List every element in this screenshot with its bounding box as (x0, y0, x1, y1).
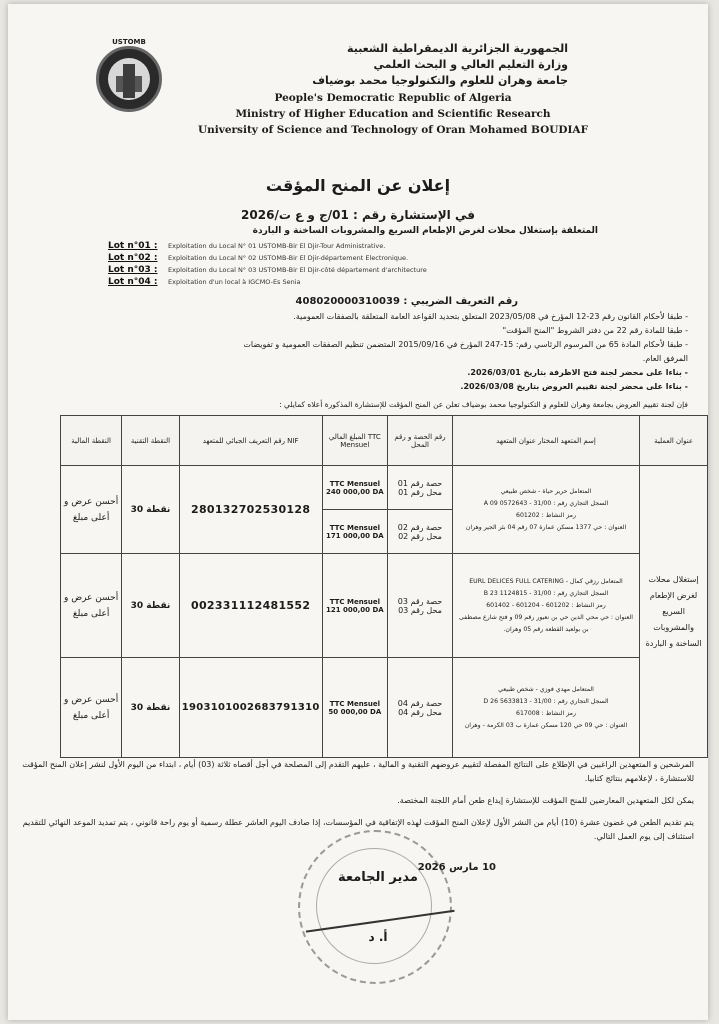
lot-item (108, 252, 427, 264)
fin-criterion: أحسن عرض و أعلى مبلغ (61, 466, 122, 554)
amount-label: TTC Mensuel (329, 699, 380, 708)
table-row (61, 466, 708, 510)
company-line: العنوان : حي محي الدين حي بن نعيور رقم 09 و فتح شارع مصطفى بن بولعيد القطعة رقم 05 وهران. (459, 613, 634, 633)
footer-paragraph: المرشحين و المتعهدين الراغبين في الإطلاع على النتائج المفصلة لتقييم عروضهم التقنية و المالية ، عليهم التقدم إلى المصلحة في أجل أقصاه ثلاثة (03) أيام ، ابتداء من اليوم الأول لنشر إعلان المنح المؤقت للاستشارة ، لإعلامهم بنتائج كتابيا. (22, 760, 694, 783)
table-header-row (61, 416, 708, 466)
tech-score: 30 نقطة (122, 554, 179, 658)
col-amount: المبلغ المالي TTC Mensuel (322, 416, 388, 466)
company-line: المتعامل رزقي كمال - EURL DELICES FULL CATERING (469, 577, 623, 585)
subject-line: المتعلقة بإستغلال محلات لغرض الإطعام السريع والمشروبات الساخنة و الباردة (252, 226, 598, 236)
amount-value: 50 000,00 DA (328, 707, 382, 716)
document-page (8, 4, 708, 1020)
company-cell (452, 554, 639, 658)
nif-value: 1903101002683791310 (179, 658, 322, 758)
amount-cell (322, 510, 388, 554)
header-en-line-2: Ministry of Higher Education and Scientific Research (235, 108, 551, 120)
amount-value: 240 000,00 DA (325, 487, 384, 496)
lot-cell: حصة رقم 03 محل رقم 03 (388, 554, 453, 658)
lot-description: Exploitation du Local N° 03 USTOMB-Bir El Djir-côté département d'architecture (168, 266, 427, 274)
signature-date: 10 مارس 2026 (417, 862, 496, 873)
bullet-item: - طبقا لأحكام القانون رقم 23-12 المؤرخ في 2023/05/08 المتعلق بتحديد القواعد العامة المتعلقة بالصفقات العمومية. (293, 312, 688, 321)
lot-description: Exploitation du Local N° 02 USTOMB-Bir El Djir-département Electronique. (168, 254, 409, 262)
signature-title: مدير الجامعة (338, 870, 418, 885)
tech-score: 30 نقطة (122, 466, 179, 554)
lot-cell: حصة رقم 01 محل رقم 01 (388, 466, 453, 510)
amount-label: TTC Mensuel (329, 523, 380, 532)
page-title: إعلان عن المنح المؤقت (265, 176, 451, 195)
footer-paragraph: يتم تقديم الطعن في غضون عشرة (10) أيام من النشر الأول لإعلان المنح المؤقت لهذه الإتفاقية في المؤسسات، إذا صادف اليوم العاشر عطلة رسمية أو يوم راحة قانوني ، يتم تمديد الموعد النهائي للتقديم استئناف إلى يوم العمل التالي. (22, 818, 694, 841)
amount-value: 171 000,00 DA (325, 531, 384, 540)
col-company: إسم المتعهد المختار عنوان المتعهد (452, 416, 639, 466)
company-line: السجل التجاري رقم : 31/00 - 5633813 D 26 (483, 697, 609, 705)
lot-item (108, 240, 427, 252)
footer-paragraph: يمكن لكل المتعهدين المعارضين للمنح المؤقت للإستشارة إيداع طعن أمام اللجنة المختصة. (397, 796, 694, 805)
amount-label: TTC Mensuel (329, 479, 380, 488)
lot-item (108, 264, 427, 276)
company-line: رمز النشاط : 617008 (516, 709, 576, 717)
col-nif: رقم التعريف الجبائي للمتعهد NIF (179, 416, 322, 466)
lots-list (108, 240, 427, 288)
header-en-line-3: University of Science and Technology of Oran Mohamed BOUDIAF (197, 124, 589, 136)
company-line: العنوان : حي 1377 مسكن عمارة 07 رقم 04 بئر الجير وهران (465, 523, 627, 531)
operation-cell: إستغلال محلات لغرض الإطعام السريع والمشروبات الساخنة و الباردة (640, 466, 708, 758)
table-row (61, 658, 708, 758)
lot-description: Exploitation du Local N° 01 USTOMB-Bir El Djir-Tour Administrative. (168, 242, 386, 250)
bullet-item: - بناءا على محضر لجنة تقييم العروض بتاريخ 2026/03/08. (460, 382, 688, 391)
lot-number: Lot n°01 : (108, 241, 158, 251)
header-ar-line-1: الجمهورية الجزائرية الديمقراطية الشعبية (347, 42, 568, 55)
university-logo (96, 46, 162, 112)
intro-text: فإن لجنة تقييم العروض بجامعة وهران للعلوم و التكنولوجيا محمد بوضياف تعلن عن المنح المؤقت للإستشارة المذكورة أعلاه كمايلي : (279, 400, 688, 409)
lot-item (108, 276, 427, 288)
company-cell (452, 658, 639, 758)
company-line: السجل التجاري رقم : 31/00 - 1124815 B 23 (483, 589, 609, 597)
lot-number: Lot n°04 : (108, 277, 158, 287)
lot-number: Lot n°03 : (108, 265, 158, 275)
nif-value: 280132702530128 (179, 466, 322, 554)
legal-bullets (218, 310, 688, 394)
col-tech: النقطة التقنية (122, 416, 179, 466)
consultation-number: في الإستشارة رقم : 01/ج و ع ت/2026 (241, 208, 475, 222)
lot-number: Lot n°02 : (108, 253, 158, 263)
lot-cell: حصة رقم 02 محل رقم 02 (388, 510, 453, 554)
company-line: السجل التجاري رقم : 31/00 - 0572643 A 09 (483, 499, 609, 507)
company-line: رمز النشاط : 601202 - 601204 - 601402 (486, 601, 606, 609)
bullet-item: - طبقا لأحكام المادة 65 من المرسوم الرئاسي رقم: 15-247 المؤرخ في 2015/09/16 المتضمن تنظيم الصفقات العمومية و تفويضات المرفق العام. (243, 340, 688, 363)
lot-cell: حصة رقم 04 محل رقم 04 (388, 658, 453, 758)
nif-value: 002331112481552 (179, 554, 322, 658)
fin-criterion: أحسن عرض و أعلى مبلغ (61, 658, 122, 758)
amount-cell (322, 658, 388, 758)
col-fin: النقطة المالية (61, 416, 122, 466)
company-line: العنوان : حي 09 حي 120 مسكن عمارة ب 03 الكرمة - وهران (464, 721, 628, 729)
logo-text: USTOMB (112, 38, 146, 46)
amount-label: TTC Mensuel (329, 597, 380, 606)
header-ar-line-3: جامعة وهران للعلوم والتكنولوجيا محمد بوضياف (312, 74, 568, 87)
footer-text (14, 758, 694, 844)
tech-score: 30 نقطة (122, 658, 179, 758)
amount-value: 121 000,00 DA (325, 605, 384, 614)
company-line: المتعامل مهدي فوزي - شخص طبيعي (498, 685, 594, 693)
results-table (60, 415, 708, 758)
header-en-line-1: People's Democratic Republic of Algeria (274, 92, 512, 104)
company-line: رمز النشاط : 601202 (516, 511, 576, 519)
tax-id: رقم التعريف الضريبي : 408020000310039 (295, 296, 518, 307)
table-row (61, 554, 708, 658)
bullet-item: - بناءا على محضر لجنة فتح الاظرفة بتاريخ 2026/03/01. (467, 368, 688, 377)
company-line: المتعامل حرير حياة - شخص طبيعي (500, 487, 592, 495)
signatory-name: أ. د (368, 930, 388, 944)
col-operation: عنوان العملية (640, 416, 708, 466)
fin-criterion: أحسن عرض و أعلى مبلغ (61, 554, 122, 658)
bullet-item: - طبقا للمادة رقم 22 من دفتر الشروط "المنح المؤقت" (502, 326, 688, 335)
company-cell (452, 466, 639, 554)
col-lot: رقم الحصة و رقم المحل (388, 416, 453, 466)
amount-cell (322, 466, 388, 510)
header-ar-line-2: وزارة التعليم العالي و البحث العلمي (373, 58, 568, 71)
amount-cell (322, 554, 388, 658)
lot-description: Exploitation d'un local à IGCMO-Es Senia (168, 278, 301, 286)
